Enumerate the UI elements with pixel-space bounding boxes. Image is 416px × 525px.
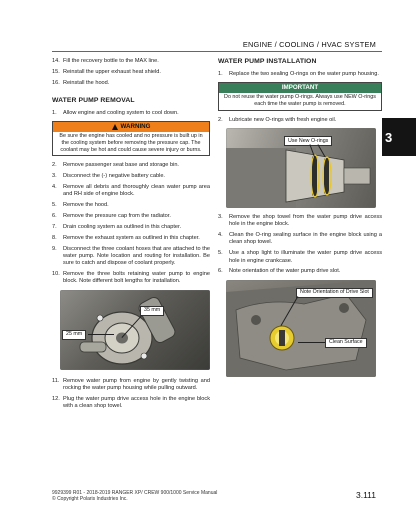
important-text: Do not reuse the water pump O-rings. Always use NEW O-rings each time the water pump is removed.: [224, 94, 376, 107]
warning-box: [52, 121, 210, 157]
callout-drive-slot: Note Orientation of Drive Slot: [296, 288, 373, 298]
step-text: Remove water pump from engine by gently twisting and rocking the water pump housing while pulling outward.: [63, 377, 210, 391]
left-column: [52, 58, 210, 414]
warning-text: Be sure the engine has cooled and no pressure is built up in the cooling system before removing the pressure cap. The coolant may be hot and could cause severe injury or burns.: [59, 133, 203, 153]
list-item: [52, 184, 210, 199]
callout-leader-line: [298, 342, 325, 343]
step-number: 15.: [52, 68, 60, 75]
callout-clean-surface: Clean Surface: [325, 338, 367, 348]
list-item: [52, 235, 210, 242]
step-text: Remove the three bolts retaining water pump to engine block. Note different bolt lengths for installation.: [63, 271, 210, 285]
page-header-title: ENGINE / COOLING / HVAC SYSTEM: [242, 40, 376, 49]
step-number: 12.: [52, 395, 60, 402]
step-number: 6.: [218, 268, 223, 275]
step-number: 9.: [52, 245, 57, 252]
step-text: Replace the two sealing O-rings on the water pump housing.: [229, 70, 379, 77]
step-text: Fill the recovery bottle to the MAX line.: [63, 58, 159, 64]
step-text: Disconnect the three coolant hoses that are attached to the water pump. Note location and routing for installation. Be sure to catch and dispose of coolant properly.: [63, 245, 210, 267]
list-item: [218, 250, 382, 265]
important-label: IMPORTANT: [219, 83, 381, 93]
step-text: Remove all debris and thoroughly clean water pump area and RH side of engine block.: [63, 184, 210, 198]
list-item: [52, 110, 210, 117]
list-item: [52, 213, 210, 220]
step-text: Allow engine and cooling system to cool down.: [63, 109, 179, 116]
step-number: 11.: [52, 377, 60, 384]
step-text: Remove the shop towel from the water pump drive access hole in the engine block.: [229, 214, 382, 228]
list-item: [218, 232, 382, 247]
step-number: 1.: [52, 109, 57, 116]
step-text: Remove passenger seat base and storage bin.: [63, 162, 179, 169]
step-text: Note orientation of the water pump drive slot.: [229, 268, 341, 275]
drive-slot-photo: [226, 280, 376, 377]
right-column: [218, 58, 382, 377]
step-text: Drain cooling system as outlined in this chapter.: [63, 224, 182, 231]
step-number: 3.: [218, 214, 223, 221]
list-item: [52, 202, 210, 209]
callout-35mm: 35 mm: [140, 306, 164, 316]
list-item: [52, 162, 210, 169]
list-item: [52, 271, 210, 286]
step-number: 4.: [52, 184, 57, 191]
list-item: [52, 378, 210, 393]
o-ring-photo: [226, 128, 376, 208]
step-number: 5.: [218, 250, 223, 257]
footer-manual-title: 9929399 R01 - 2018-2019 RANGER XP/ CREW 900/1000 Service Manual: [52, 490, 218, 496]
list-item: [52, 69, 210, 76]
step-number: 14.: [52, 58, 60, 64]
section-heading-installation: WATER PUMP INSTALLATION: [218, 58, 317, 65]
list-item: [52, 58, 210, 65]
list-item: [218, 71, 382, 78]
step-number: 16.: [52, 79, 60, 86]
footer-copyright: © Copyright Polaris Industries Inc.: [52, 496, 128, 502]
important-box: [218, 82, 382, 111]
callout-leader-line: [88, 334, 114, 335]
list-item: [52, 396, 210, 411]
list-item: [52, 173, 210, 180]
step-number: 1.: [218, 70, 223, 77]
page-number: 3.111: [355, 490, 376, 500]
list-item: [52, 246, 210, 268]
warning-label: WARNING: [120, 122, 151, 130]
list-item: [218, 117, 382, 124]
step-text: Remove the exhaust system as outlined in this chapter.: [63, 234, 200, 241]
step-text: Reinstall the upper exhaust heat shield.: [63, 68, 161, 75]
step-number: 7.: [52, 224, 57, 231]
step-number: 5.: [52, 202, 57, 209]
step-number: 2.: [52, 162, 57, 169]
step-text: Use a shop light to illuminate the water pump drive access hole in engine crankcase.: [229, 250, 382, 264]
step-text: Remove the hood.: [63, 202, 109, 209]
step-number: 2.: [218, 116, 223, 123]
list-item: [218, 268, 382, 275]
water-pump-removal-photo: [60, 290, 210, 370]
step-number: 10.: [52, 271, 60, 278]
list-item: [52, 80, 210, 87]
warning-label-bar: [53, 122, 209, 132]
step-number: 6.: [52, 213, 57, 220]
step-number: 4.: [218, 232, 223, 239]
step-text: Remove the pressure cap from the radiator.: [63, 213, 171, 220]
chapter-tab-label: 3: [385, 129, 393, 145]
section-heading-removal: WATER PUMP REMOVAL: [52, 96, 135, 104]
callout-use-new-o-rings: Use New O-rings: [284, 136, 332, 146]
step-text: Plug the water pump drive access hole in the engine block with a clean shop towel.: [63, 395, 210, 410]
step-text: Reinstall the hood.: [63, 79, 110, 86]
header-rule: [52, 51, 382, 52]
list-item: [218, 214, 382, 229]
step-number: 3.: [52, 173, 57, 180]
callout-25mm: 25 mm: [62, 330, 86, 340]
step-number: 8.: [52, 234, 57, 241]
list-item: [52, 224, 210, 231]
step-text: Clean the O-ring sealing surface in the engine block using a clean shop towel.: [229, 232, 382, 246]
step-text: Lubricate new O-rings with fresh engine oil.: [229, 116, 337, 123]
step-text: Disconnect the (-) negative battery cable.: [63, 173, 165, 180]
chapter-tab[interactable]: [382, 118, 416, 156]
warning-triangle-icon: [112, 124, 118, 130]
